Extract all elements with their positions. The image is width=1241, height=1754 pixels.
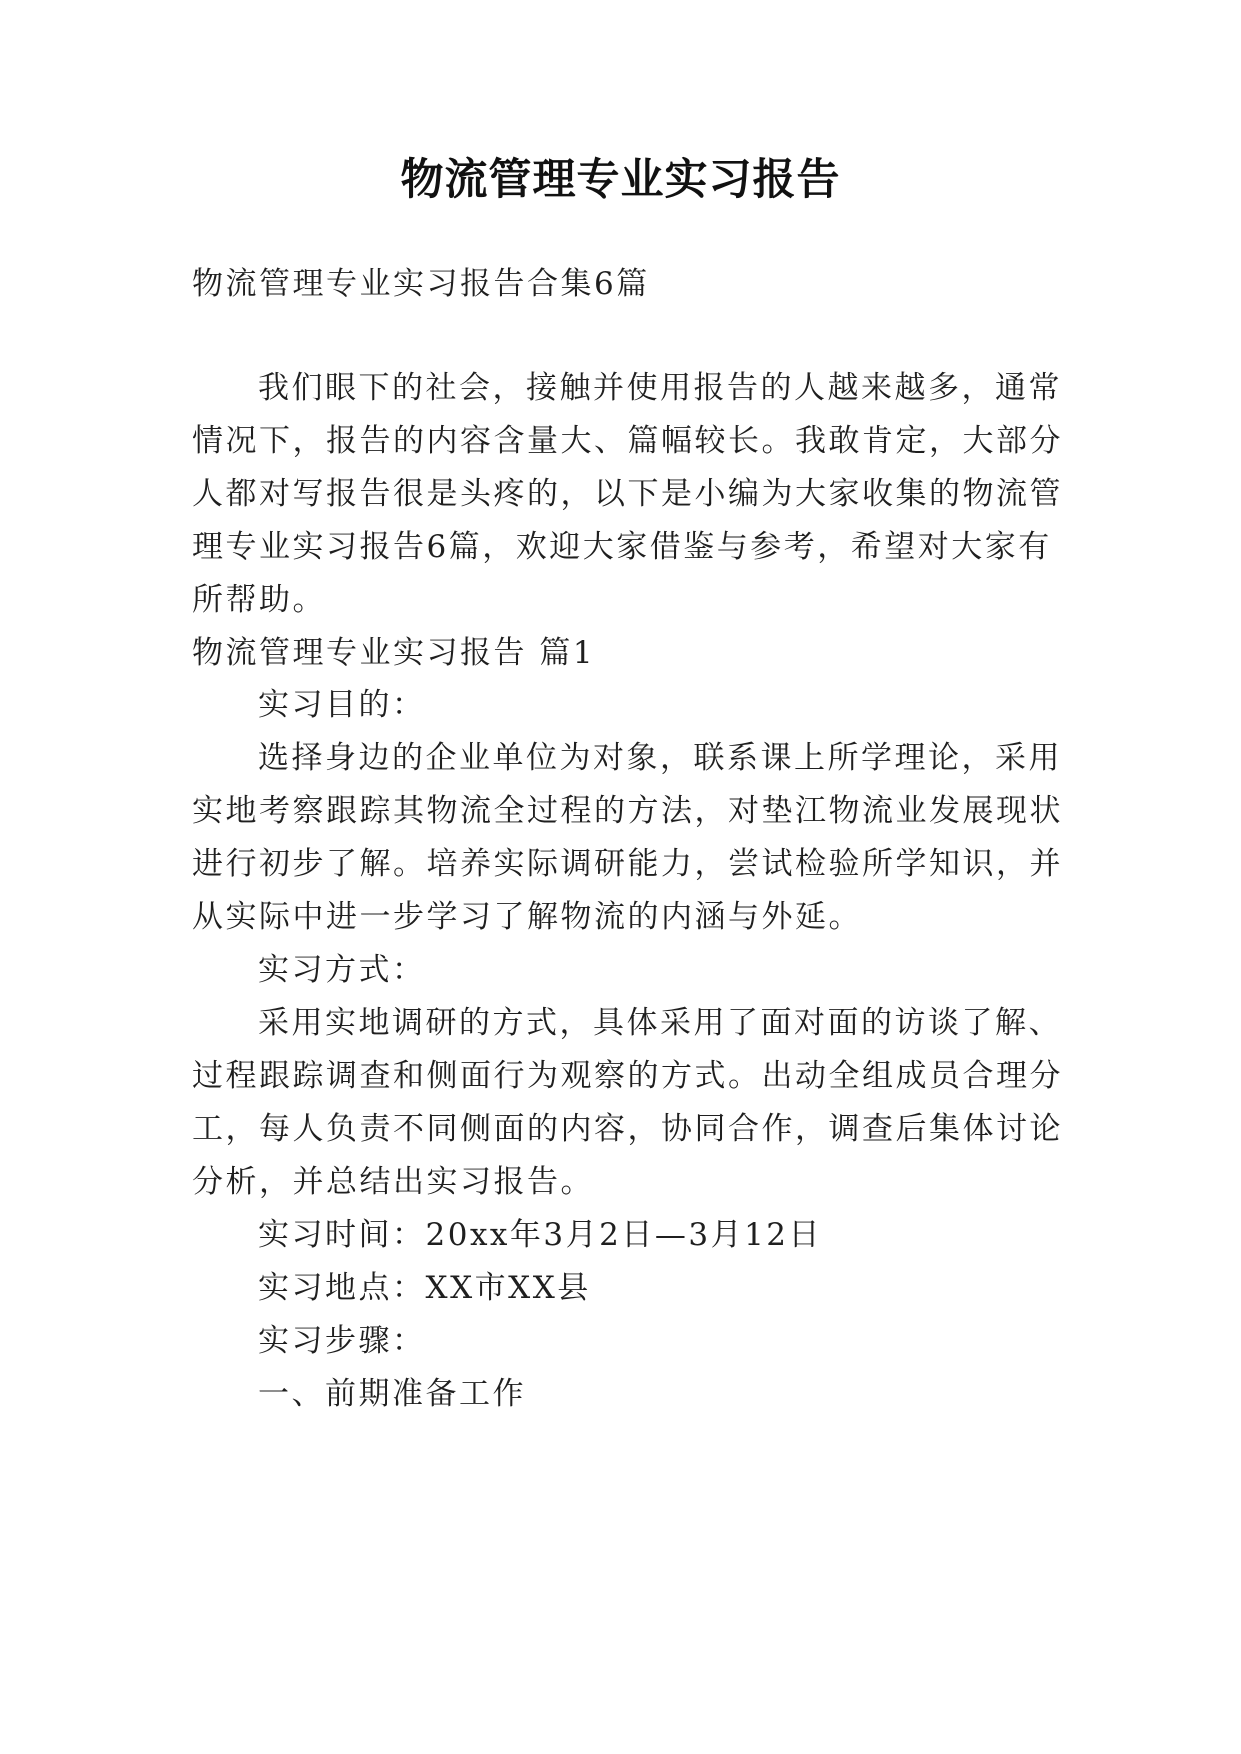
purpose-line-4: 从实际中进一步学习了解物流的内涵与外延。	[192, 899, 862, 935]
method-line-4: 分析，并总结出实习报告。	[192, 1164, 594, 1200]
section-heading: 物流管理专业实习报告 篇1	[192, 635, 596, 671]
internship-place: 实习地点：XX市XX县	[258, 1270, 591, 1306]
step-one-heading: 一、前期准备工作	[258, 1376, 526, 1412]
purpose-label: 实习目的：	[258, 687, 426, 723]
intro-line-4: 理专业实习报告6篇，欢迎大家借鉴与参考，希望对大家有	[192, 529, 1052, 565]
intro-line-3: 人都对写报告很是头疼的，以下是小编为大家收集的物流管	[192, 476, 1063, 512]
document-subtitle: 物流管理专业实习报告合集6篇	[192, 266, 650, 302]
method-line-2: 过程跟踪调查和侧面行为观察的方式。出动全组成员合理分	[192, 1058, 1063, 1094]
intro-line-1: 我们眼下的社会，接触并使用报告的人越来越多，通常	[258, 370, 1062, 406]
intro-line-2: 情况下，报告的内容含量大、篇幅较长。我敢肯定，大部分	[192, 423, 1063, 459]
purpose-line-1: 选择身边的企业单位为对象，联系课上所学理论，采用	[258, 740, 1062, 776]
page-title: 物流管理专业实习报告	[400, 155, 841, 205]
purpose-line-3: 进行初步了解。培养实际调研能力，尝试检验所学知识，并	[192, 846, 1063, 882]
method-line-3: 工，每人负责不同侧面的内容，协同合作，调查后集体讨论	[192, 1111, 1063, 1147]
internship-time: 实习时间：20xx年3月2日—3月12日	[258, 1217, 823, 1253]
intro-line-5: 所帮助。	[192, 582, 326, 618]
method-label: 实习方式：	[258, 952, 426, 988]
method-line-1: 采用实地调研的方式，具体采用了面对面的访谈了解、	[258, 1005, 1062, 1041]
purpose-line-2: 实地考察跟踪其物流全过程的方法，对垫江物流业发展现状	[192, 793, 1063, 829]
steps-label: 实习步骤：	[258, 1323, 426, 1359]
